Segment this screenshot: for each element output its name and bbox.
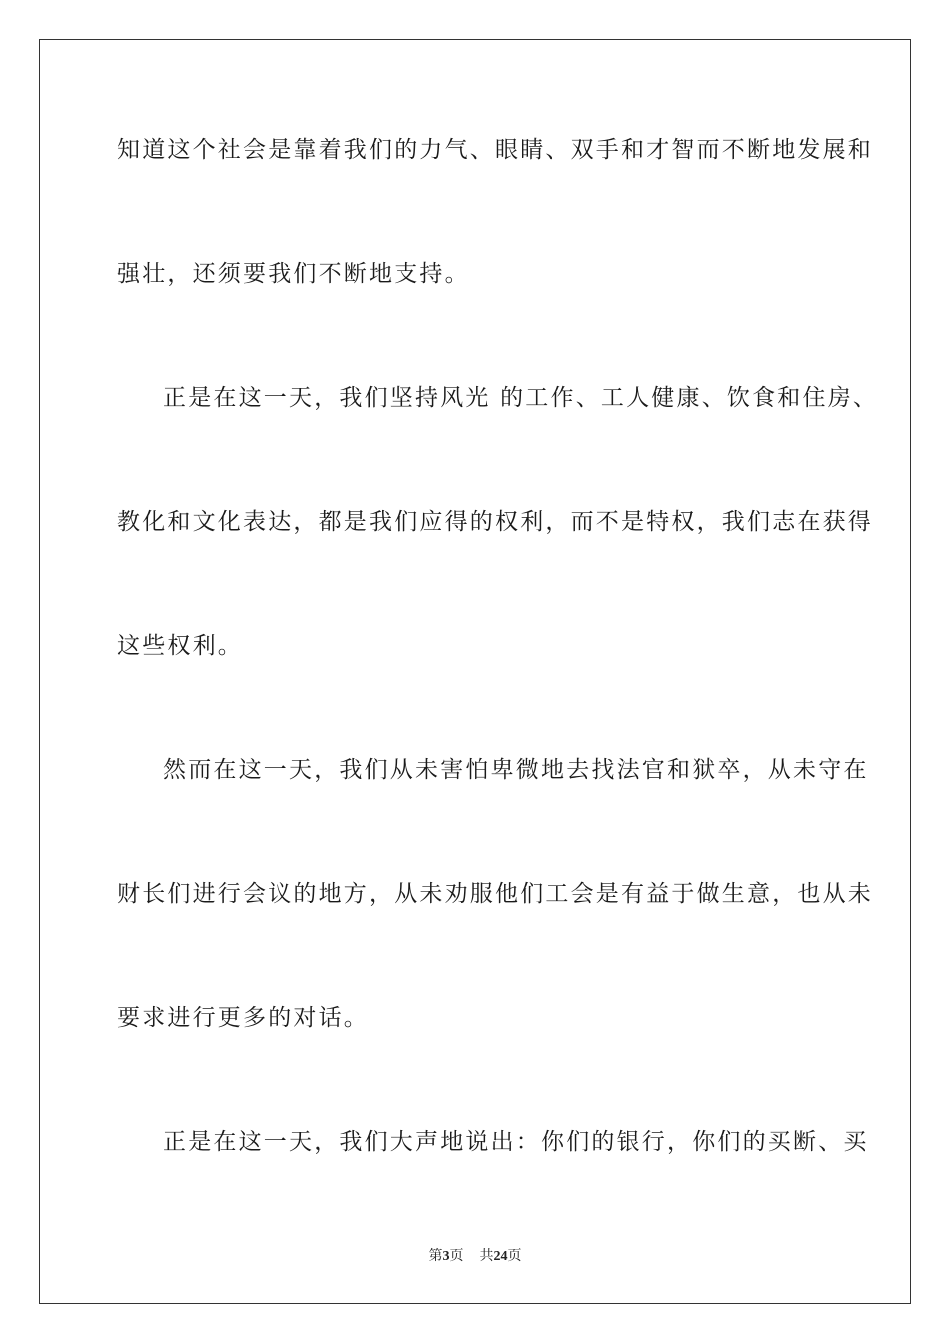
body-line-3: 正是在这一天，我们坚持风光 的工作、工人健康、饮食和住房、: [163, 385, 879, 411]
footer-page-prefix: 第: [428, 1248, 443, 1264]
body-line-7: 财长们进行会议的地方，从未劝服他们工会是有益于做生意，也从未: [117, 881, 873, 907]
body-line-4: 教化和文化表达，都是我们应得的权利，而不是特权，我们志在获得: [117, 509, 873, 535]
body-line-5: 这些权利。: [117, 633, 243, 659]
page-footer: [0, 1247, 950, 1266]
footer-total-pages: 24: [493, 1249, 508, 1264]
body-line-9: 正是在这一天，我们大声地说出：你们的银行，你们的买断、买: [163, 1129, 869, 1155]
body-line-8: 要求进行更多的对话。: [117, 1005, 369, 1031]
footer-page-suffix: 页: [449, 1248, 464, 1264]
body-line-2: 强壮，还须要我们不断地支持。: [117, 261, 470, 287]
footer-total-prefix: 共: [479, 1248, 494, 1264]
footer-page-number: 3: [442, 1249, 450, 1264]
body-line-6: 然而在这一天，我们从未害怕卑微地去找法官和狱卒，从未守在: [163, 757, 869, 783]
body-line-1: 知道这个社会是靠着我们的力气、眼睛、双手和才智而不断地发展和: [117, 137, 873, 163]
footer-total-suffix: 页: [507, 1248, 522, 1264]
page-frame: [39, 39, 911, 1304]
